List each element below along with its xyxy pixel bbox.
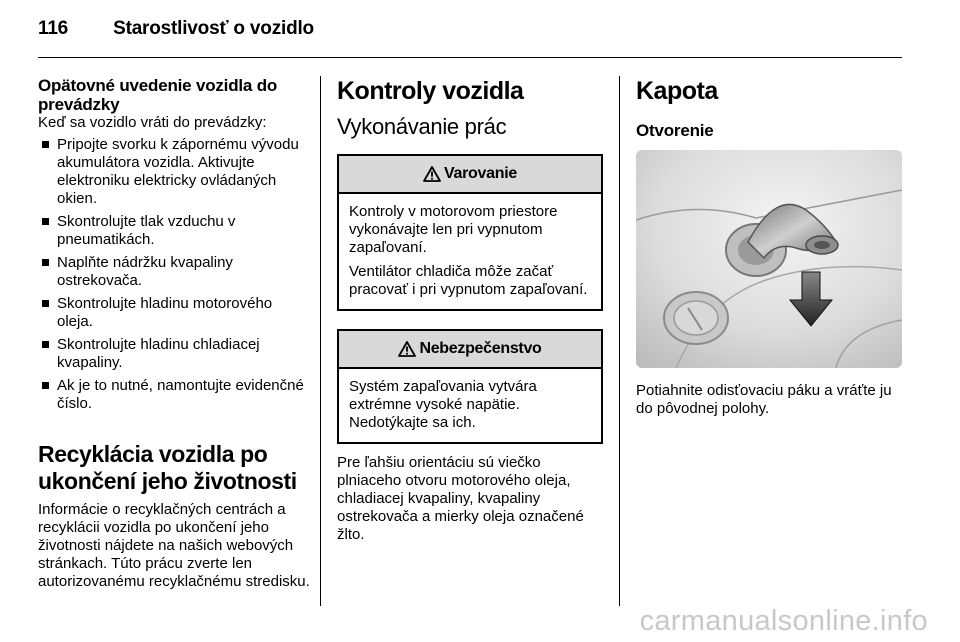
subheading-performing-work: Vykonávanie prác (337, 114, 507, 139)
column-3 (636, 76, 902, 418)
column-divider-2 (619, 76, 620, 606)
warning-triangle-icon (423, 166, 441, 182)
list-item: Pripojte svorku k zápornému vývodu akumulátora vozidla. Aktivujte elektroniku elektricky ovládaných okien. (38, 136, 310, 208)
watermark: carmanualsonline.info (639, 605, 928, 637)
list-item: Skontrolujte tlak vzduchu v pneumatikách. (38, 213, 310, 249)
recycling-text: Informácie o recyklačných centrách a recyklácii vozidla po ukončení jeho životnosti nájdete na našich webových stránkach. Túto prácu zverte len autorizovanému recyklačnému stredisku. (38, 501, 310, 590)
section-heading-recommissioning: Opätovné uvedenie vozidla do prevádzky (38, 76, 278, 114)
list-item: Skontrolujte hladinu chladiacej kvapaliny. (38, 336, 310, 372)
bullet-icon (42, 300, 49, 307)
warning-box (337, 154, 603, 311)
orientation-text: Pre ľahšiu orientáciu sú viečko plniaceho otvoru motorového oleja, chladiacej kvapaliny, kvapaliny ostrekovača a mierky oleja označené žlto. (337, 454, 584, 543)
section-heading-hood: Kapota (636, 77, 718, 105)
bullet-icon (42, 341, 49, 348)
danger-title: Nebezpečenstvo (419, 340, 542, 357)
danger-box-body (339, 369, 601, 442)
warning-text: Kontroly v motorovom priestore vykonávajte len pri vypnutom zapaľovaní. (349, 203, 558, 256)
danger-box (337, 329, 603, 444)
header-rule (38, 57, 902, 58)
hood-release-lever-illustration (636, 150, 902, 368)
column-1 (38, 76, 310, 591)
bullet-icon (42, 141, 49, 148)
warning-title: Varovanie (444, 165, 517, 182)
section-heading-vehicle-checks: Kontroly vozidla (337, 77, 524, 105)
section-intro: Keď sa vozidlo vráti do prevádzky: (38, 114, 267, 131)
column-2 (337, 76, 603, 544)
subheading-opening: Otvorenie (636, 121, 714, 140)
page-header (38, 18, 314, 40)
figure-caption: Potiahnite odisťovaciu páku a vráťte ju do pôvodnej polohy. (636, 382, 892, 417)
page-header-title: Starostlivosť o vozidlo (113, 18, 314, 39)
list-item: Naplňte nádržku kvapaliny ostrekovača. (38, 254, 310, 290)
warning-box-body (339, 194, 601, 309)
section-heading-recycling: Recyklácia vozidla po ukončení jeho životnosti (38, 441, 297, 494)
bullet-icon (42, 382, 49, 389)
warning-triangle-icon (398, 341, 416, 357)
page-number: 116 (38, 18, 69, 39)
list-item: Ak je to nutné, namontujte evidenčné číslo. (38, 377, 310, 413)
danger-text: Systém zapaľovania vytvára extrémne vysoké napätie. Nedotýkajte sa ich. (349, 378, 537, 431)
bullet-icon (42, 218, 49, 225)
danger-box-header (339, 331, 601, 369)
bullet-icon (42, 259, 49, 266)
checklist (38, 136, 310, 413)
warning-text: Ventilátor chladiča môže začať pracovať i pri vypnutom zapaľovaní. (349, 263, 588, 298)
list-item: Skontrolujte hladinu motorového oleja. (38, 295, 310, 331)
hood-release-illustration-svg (636, 150, 902, 368)
warning-box-header (339, 156, 601, 194)
column-divider-1 (320, 76, 321, 606)
